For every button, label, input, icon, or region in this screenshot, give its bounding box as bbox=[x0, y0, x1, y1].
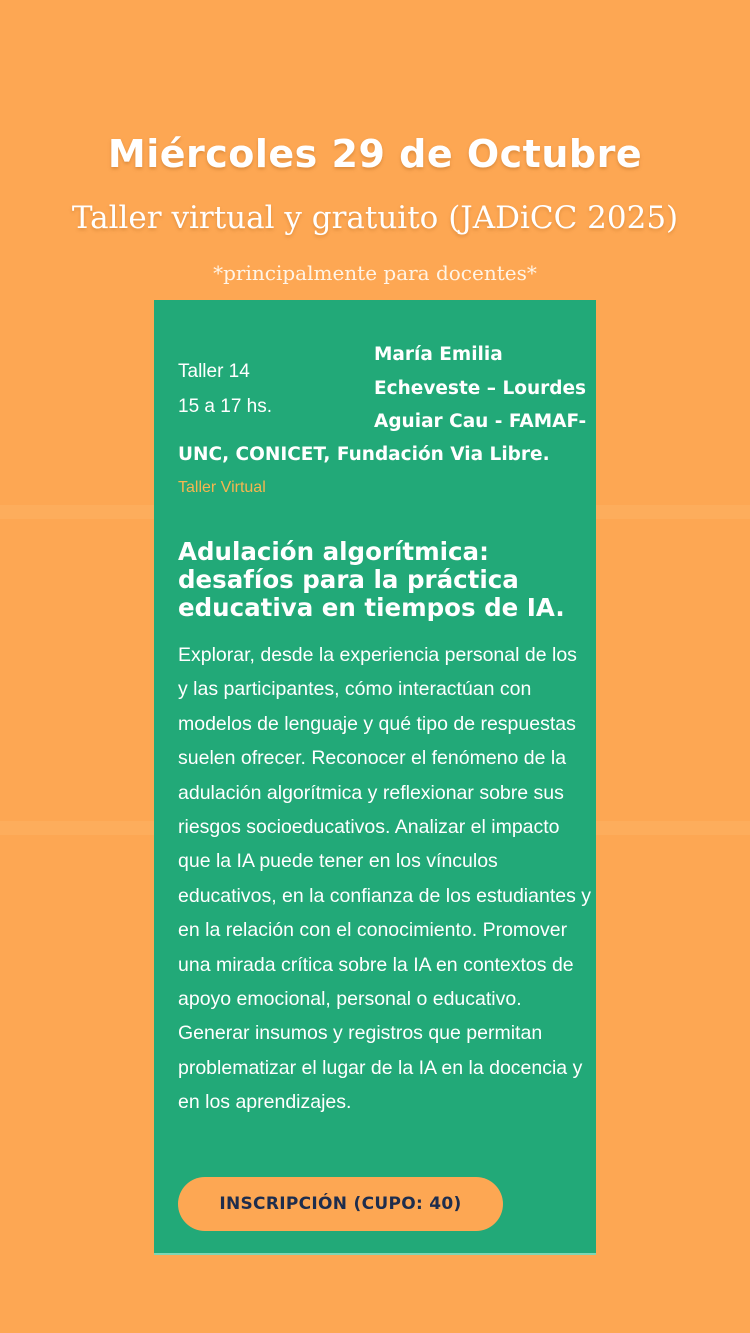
speakers-affiliation: UNC, CONICET, Fundación Via Libre. bbox=[178, 444, 550, 465]
registration-button[interactable]: INSCRIPCIÓN (CUPO: 40) bbox=[178, 1177, 503, 1231]
event-subtitle: Taller virtual y gratuito (JADiCC 2025) bbox=[71, 200, 679, 236]
workshop-title: Adulación algorítmica: desafíos para la práctica educativa en tiempos de IA. bbox=[178, 537, 565, 622]
speakers: María Emilia Echeveste – Lourdes Aguiar Cau - FAMAF- bbox=[374, 344, 587, 432]
audience-note: *principalmente para docentes* bbox=[213, 261, 537, 285]
workshop-card bbox=[154, 300, 596, 1255]
workshop-time: 15 a 17 hs. bbox=[178, 396, 273, 417]
workshop-number: Taller 14 bbox=[178, 361, 250, 382]
workshop-description: Explorar, desde la experiencia personal de los y las participantes, cómo interactúan con modelos de lenguaje y qué tipo de respuestas suelen ofrecer. Reconocer el fenómeno de la adulación algorítmica y reflexionar sobre sus riesgos socioeducativos. Analizar el impacto que la IA puede tener en los vínculos educativos, en la confianza de los estudiantes y en la relación con el conocimiento. Promover una mirada crítica sobre la IA en contextos de apoyo emocional, personal o educativo. Generar insumos y registros que permitan problematizar el lugar de la IA en la docencia y en los aprendizajes. bbox=[178, 644, 592, 1114]
workshop-modality: Taller Virtual bbox=[178, 479, 266, 496]
event-date: Miércoles 29 de Octubre bbox=[107, 132, 643, 176]
